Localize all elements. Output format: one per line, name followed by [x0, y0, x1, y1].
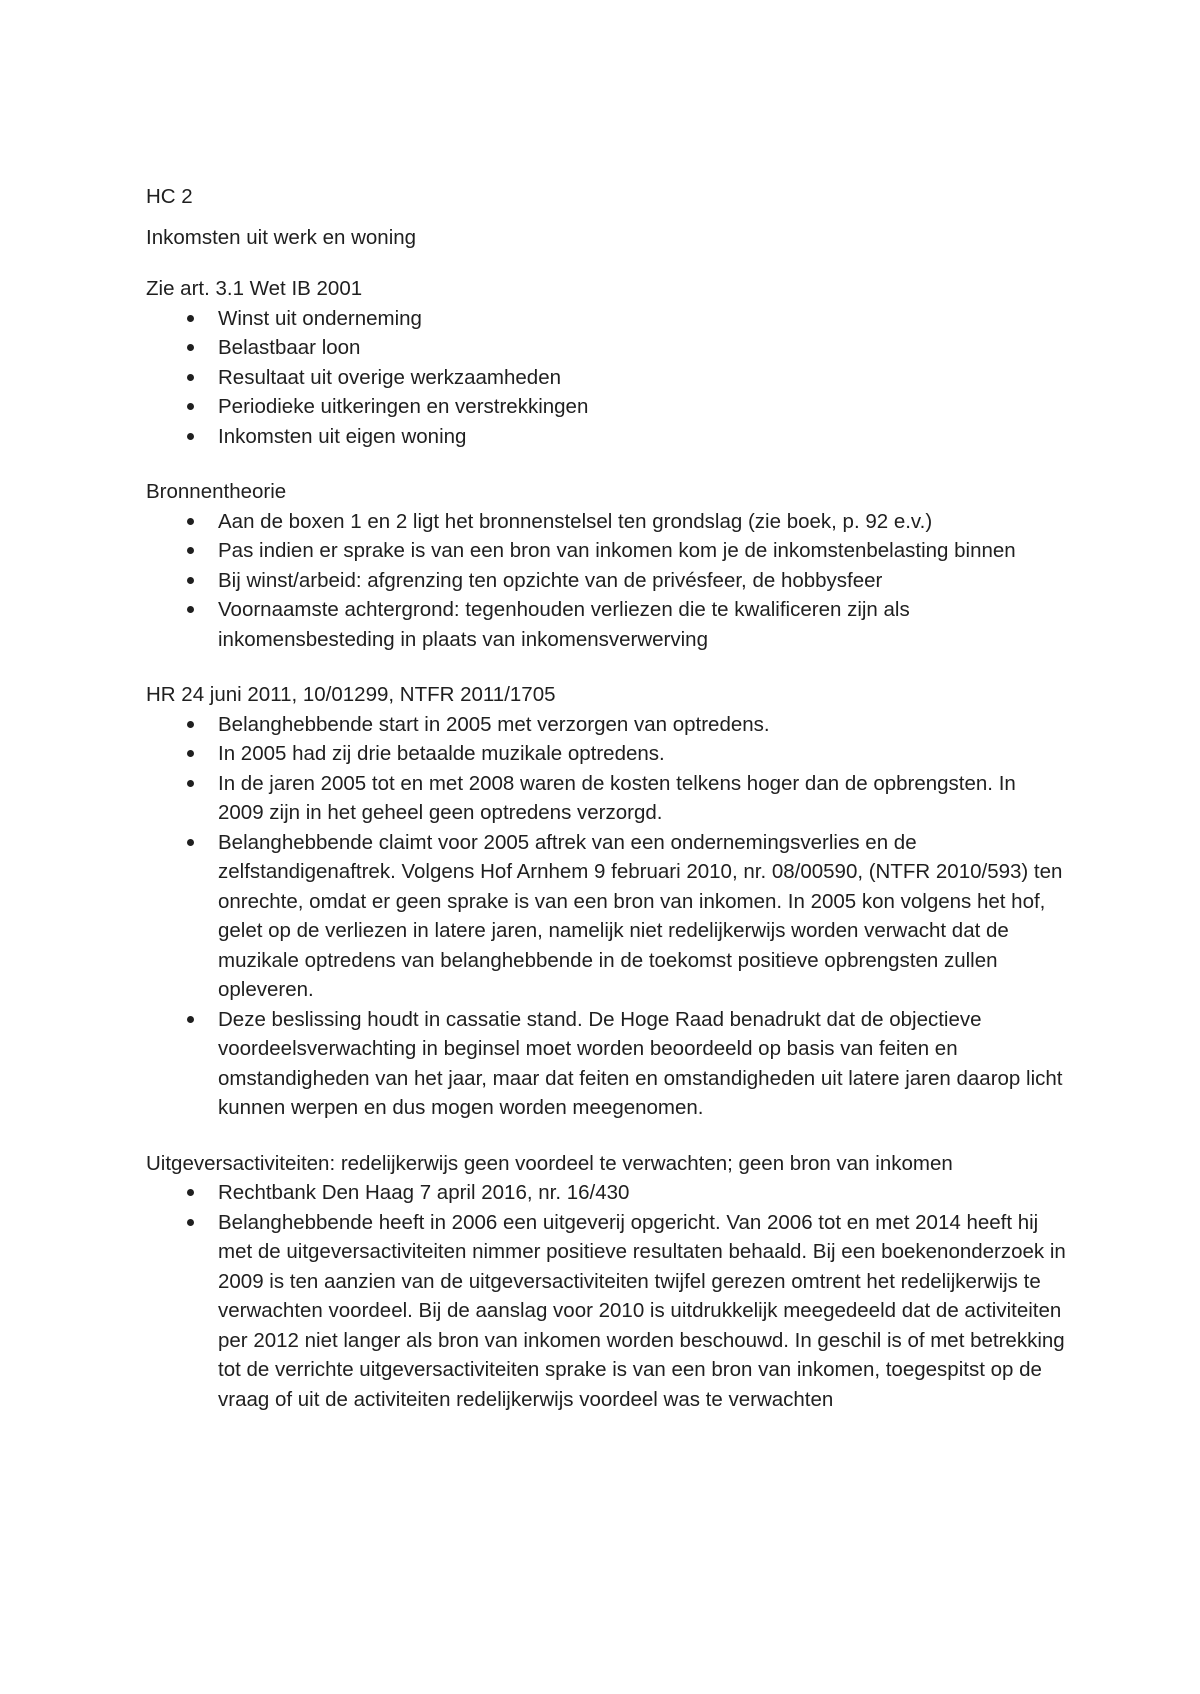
list-item	[146, 1178, 1066, 1208]
document-body	[146, 182, 1066, 1414]
list-item	[146, 828, 1066, 1005]
bullet-icon	[187, 433, 194, 440]
list-item-text: In de jaren 2005 tot en met 2008 waren de kosten telkens hoger dan de opbrengsten. In 2009 zijn in het geheel geen optredens verzorgd.	[218, 771, 1016, 824]
bullet-icon	[187, 750, 194, 757]
bullet-icon	[187, 518, 194, 525]
bullet-icon	[187, 547, 194, 554]
page-subtitle: Inkomsten uit werk en woning	[146, 225, 417, 249]
bullet-icon	[187, 721, 194, 728]
bullet-icon	[187, 403, 194, 410]
section-heading-bronnentheorie: Bronnentheorie	[146, 480, 287, 503]
list-item-text: Inkomsten uit eigen woning	[218, 424, 467, 448]
bullet-icon	[187, 1219, 194, 1226]
list-item	[146, 710, 1066, 740]
bullet-icon	[187, 315, 194, 322]
hr-case-list	[146, 710, 1066, 1123]
page-title: HC 2	[146, 185, 193, 208]
list-item-text: Winst uit onderneming	[218, 306, 422, 330]
list-item-text: Deze beslissing houdt in cassatie stand. De Hoge Raad benadrukt dat de objectieve voordeelsverwachting in beginsel moet worden beoordeeld op basis van feiten en omstandigheden van het jaar, maar dat feiten en omstandigheden uit latere jaren daarop licht kunnen werpen en dus mogen worden meegenomen.	[218, 1007, 1063, 1119]
list-item-text: Belanghebbende claimt voor 2005 aftrek van een ondernemingsverlies en de zelfstandigenaftrek. Volgens Hof Arnhem 9 februari 2010, nr. 08/00590, (NTFR 2010/593) ten onrechte, omdat er geen sprake is van een bron van inkomen. In 2005 kon volgens het hof, gelet op de verliezen in latere jaren, namelijk niet redelijkerwijs worden verwacht dat de muzikale optredens van belanghebbende in de toekomst positieve opbrengsten zullen opleveren.	[218, 830, 1063, 1001]
uitgever-list	[146, 1178, 1066, 1414]
section-heading-uitgeversactiviteiten: Uitgeversactiviteiten: redelijkerwijs geen voordeel te verwachten; geen bron van inkomen	[146, 1151, 953, 1175]
bullet-icon	[187, 577, 194, 584]
bullet-icon	[187, 839, 194, 846]
list-item	[146, 566, 1066, 596]
list-item-text: Resultaat uit overige werkzaamheden	[218, 365, 561, 389]
list-item-text: Voornaamste achtergrond: tegenhouden verliezen die te kwalificeren zijn als inkomensbesteding in plaats van inkomensverwerving	[218, 598, 910, 651]
bronnen-list	[146, 507, 1066, 655]
list-item	[146, 304, 1066, 334]
list-item-text: Aan de boxen 1 en 2 ligt het bronnenstelsel ten grondslag (zie boek, p. 92 e.v.)	[218, 509, 933, 533]
bullet-icon	[187, 1189, 194, 1196]
bullet-icon	[187, 374, 194, 381]
section-heading-hr-case: HR 24 juni 2011, 10/01299, NTFR 2011/1705	[146, 683, 556, 706]
list-item	[146, 422, 1066, 452]
list-item	[146, 1208, 1066, 1415]
list-item	[146, 363, 1066, 393]
law-reference: Zie art. 3.1 Wet IB 2001	[146, 277, 363, 300]
list-item	[146, 333, 1066, 363]
bullet-icon	[187, 780, 194, 787]
list-item	[146, 1005, 1066, 1123]
list-item-text: Belanghebbende start in 2005 met verzorgen van optredens.	[218, 712, 770, 736]
list-item-text: Periodieke uitkeringen en verstrekkingen	[218, 395, 589, 418]
list-item	[146, 536, 1066, 566]
list-item	[146, 392, 1066, 422]
list-item	[146, 507, 1066, 537]
list-item	[146, 595, 1066, 654]
bullet-icon	[187, 344, 194, 351]
list-item-text: Belastbaar loon	[218, 336, 361, 359]
income-list	[146, 304, 1066, 452]
list-item	[146, 769, 1066, 828]
bullet-icon	[187, 1016, 194, 1023]
list-item	[146, 739, 1066, 769]
list-item-text: Belanghebbende heeft in 2006 een uitgeverij opgericht. Van 2006 tot en met 2014 heeft hij met de uitgeversactiviteiten nimmer positieve resultaten behaald. Bij een boekenonderzoek in 2009 is ten aanzien van de uitgeversactiviteiten twijfel gerezen omtrent het redelijkerwijs te verwachten voordeel. Bij de aanslag voor 2010 is uitdrukkelijk meegedeeld dat de activiteiten per 2012 niet langer als bron van inkomen worden beschouwd. In geschil is of met betrekking tot de verrichte uitgeversactiviteiten sprake is van een bron van inkomen, toegespitst op de vraag of uit de activiteiten redelijkerwijs voordeel was te verwachten	[218, 1210, 1066, 1411]
list-item-text: Bij winst/arbeid: afgrenzing ten opzichte van de privésfeer, de hobbysfeer	[218, 568, 883, 592]
list-item-text: In 2005 had zij drie betaalde muzikale optredens.	[218, 742, 665, 765]
list-item-text: Rechtbank Den Haag 7 april 2016, nr. 16/430	[218, 1181, 630, 1204]
bullet-icon	[187, 606, 194, 613]
list-item-text: Pas indien er sprake is van een bron van inkomen kom je de inkomstenbelasting binnen	[218, 539, 1016, 562]
